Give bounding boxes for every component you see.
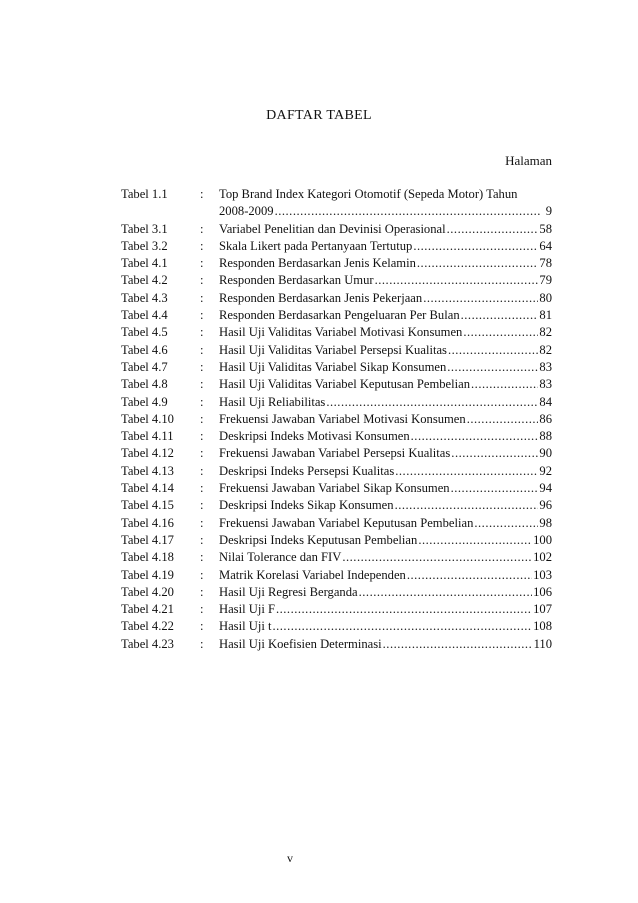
toc-entry-label: Tabel 4.9 xyxy=(121,394,168,409)
toc-entry[interactable] xyxy=(121,618,552,635)
toc-entry-label: Tabel 4.17 xyxy=(121,532,174,547)
toc-entry-title: Frekuensi Jawaban Variabel Sikap Konsumen xyxy=(219,481,450,496)
toc-entry-body xyxy=(219,480,552,497)
toc-entry-body xyxy=(219,428,552,445)
toc-entry-title-line1: Top Brand Index Kategori Otomotif (Sepeda Motor) Tahun xyxy=(219,187,518,201)
toc-entry-title: Hasil Uji Regresi Berganda xyxy=(219,584,358,599)
toc-entry-separator: : xyxy=(200,550,204,565)
toc-entry[interactable] xyxy=(121,411,552,428)
leader-dots xyxy=(451,445,538,462)
toc-entry-label: Tabel 1.1 xyxy=(121,187,168,201)
toc-entry-page: 81 xyxy=(539,308,552,323)
leader-dots xyxy=(463,324,538,341)
toc-entry-separator: : xyxy=(200,636,204,651)
toc-entry-label: Tabel 4.23 xyxy=(121,636,174,651)
toc-entry-page: 64 xyxy=(539,238,552,253)
leader-dots xyxy=(448,342,538,359)
toc-entry-separator: : xyxy=(200,515,204,530)
toc-entry-label: Tabel 4.10 xyxy=(121,411,174,426)
toc-entry-separator: : xyxy=(200,602,204,617)
leader-dots xyxy=(326,394,538,411)
toc-entry-title: Matrik Korelasi Variabel Independen xyxy=(219,567,406,582)
toc-entry-separator: : xyxy=(200,256,204,271)
toc-entry-separator: : xyxy=(200,238,204,253)
toc-entry-title: Nilai Tolerance dan FIV xyxy=(219,550,342,565)
toc-entry-label: Tabel 4.8 xyxy=(121,377,168,392)
toc-entry-title: Deskripsi Indeks Sikap Konsumen xyxy=(219,498,394,513)
toc-entry-separator: : xyxy=(200,619,204,634)
toc-entry-body xyxy=(219,515,552,532)
toc-entry[interactable] xyxy=(121,584,552,601)
toc-entry-label: Tabel 4.15 xyxy=(121,498,174,513)
toc-entry-title: 2008-2009 xyxy=(219,204,274,219)
toc-entry[interactable] xyxy=(121,428,552,445)
toc-entry-separator: : xyxy=(200,342,204,357)
toc-entry-page: 83 xyxy=(539,377,552,392)
leader-dots xyxy=(395,463,538,480)
toc-entry-title: Hasil Uji Validitas Variabel Persepsi Kualitas xyxy=(219,342,447,357)
toc-entry-title: Hasil Uji Validitas Variabel Keputusan Pembelian xyxy=(219,377,471,392)
toc-entry-separator: : xyxy=(200,463,204,478)
toc-entry-page: 83 xyxy=(539,359,552,374)
leader-dots xyxy=(272,618,532,635)
toc-entry-page: 96 xyxy=(539,498,552,513)
toc-entry-label: Tabel 4.18 xyxy=(121,550,174,565)
toc-entry[interactable] xyxy=(121,463,552,480)
toc-entry-label: Tabel 4.1 xyxy=(121,256,168,271)
toc-entry-title: Hasil Uji Reliabilitas xyxy=(219,394,326,409)
toc-entry-title: Hasil Uji F xyxy=(219,602,275,617)
toc-entry[interactable] xyxy=(121,342,552,359)
toc-entry-body xyxy=(219,601,552,618)
page-column-header: Halaman xyxy=(505,153,552,168)
toc-entry-separator: : xyxy=(200,325,204,340)
toc-entry[interactable] xyxy=(121,238,552,255)
toc-entry-page: 98 xyxy=(539,515,552,530)
toc-entry-separator: : xyxy=(200,359,204,374)
toc-entry-separator: : xyxy=(200,273,204,288)
toc-entry-label: Tabel 4.19 xyxy=(121,567,174,582)
toc-entry-page: 9 xyxy=(545,204,552,219)
toc-entry[interactable] xyxy=(121,255,552,272)
leader-dots xyxy=(474,515,538,532)
toc-entry-body xyxy=(219,376,552,393)
toc-entry-title: Deskripsi Indeks Persepsi Kualitas xyxy=(219,463,395,478)
toc-entry-separator: : xyxy=(200,290,204,305)
toc-entry-title: Hasil Uji Validitas Variabel Sikap Konsumen xyxy=(219,359,447,374)
toc-entry-body xyxy=(219,636,552,653)
toc-entry[interactable] xyxy=(121,272,552,289)
toc-entry-page: 102 xyxy=(533,550,552,565)
toc-entry-page: 108 xyxy=(533,619,552,634)
toc-entry-title: Hasil Uji t xyxy=(219,619,272,634)
toc-entry-label: Tabel 4.14 xyxy=(121,481,174,496)
toc-entry-separator: : xyxy=(200,411,204,426)
toc-entry-separator: : xyxy=(200,187,204,201)
toc-entry[interactable] xyxy=(121,515,552,532)
toc-entry-page: 110 xyxy=(533,636,552,651)
toc-entry-page: 82 xyxy=(539,342,552,357)
toc-entry-body xyxy=(219,411,552,428)
leader-dots xyxy=(413,238,538,255)
leader-dots xyxy=(275,203,541,220)
toc-entry-title: Deskripsi Indeks Motivasi Konsumen xyxy=(219,429,410,444)
leader-dots xyxy=(395,497,539,514)
toc-entry-separator: : xyxy=(200,584,204,599)
toc-entry-label: Tabel 4.2 xyxy=(121,273,168,288)
toc-entry-body xyxy=(219,567,552,584)
toc-entry-page: 86 xyxy=(539,411,552,426)
toc-entry-separator: : xyxy=(200,532,204,547)
toc-entry-label: Tabel 3.1 xyxy=(121,221,168,236)
toc-entry-body xyxy=(219,272,552,289)
toc-entry-body xyxy=(219,238,552,255)
toc-entry-label: Tabel 4.3 xyxy=(121,290,168,305)
toc-entry-body xyxy=(219,618,552,635)
toc-entry-label: Tabel 4.13 xyxy=(121,463,174,478)
page-number: v xyxy=(287,851,293,865)
toc-entry[interactable] xyxy=(121,394,552,411)
toc-entry-page: 90 xyxy=(539,446,552,461)
toc-entry-page: 82 xyxy=(539,325,552,340)
toc-entry-page: 107 xyxy=(533,602,552,617)
toc-entry-title: Responden Berdasarkan Jenis Kelamin xyxy=(219,256,416,271)
leader-dots xyxy=(418,532,532,549)
toc-entry-title: Hasil Uji Koefisien Determinasi xyxy=(219,636,382,651)
toc-entry-page: 79 xyxy=(539,273,552,288)
toc-entry[interactable] xyxy=(121,636,552,653)
toc-entry-body xyxy=(219,255,552,272)
toc-entry-title: Variabel Penelitian dan Devinisi Operasional xyxy=(219,221,446,236)
toc-entry[interactable] xyxy=(121,497,552,514)
toc-entry-separator: : xyxy=(200,498,204,513)
toc-entry-label: Tabel 4.4 xyxy=(121,308,168,323)
toc-entry-body xyxy=(219,359,552,376)
toc-entry-label: Tabel 4.11 xyxy=(121,429,174,444)
toc-entry[interactable] xyxy=(121,445,552,462)
toc-entry[interactable] xyxy=(121,324,552,341)
toc-entry-separator: : xyxy=(200,394,204,409)
toc-entry-page: 103 xyxy=(533,567,552,582)
toc-entry[interactable] xyxy=(121,532,552,549)
toc-entry-label: Tabel 4.21 xyxy=(121,602,174,617)
toc-entry[interactable] xyxy=(121,376,552,393)
toc-entry-body xyxy=(219,324,552,341)
leader-dots xyxy=(423,290,538,307)
toc-entry-page: 84 xyxy=(539,394,552,409)
toc-entry-page: 80 xyxy=(539,290,552,305)
toc-entry[interactable] xyxy=(121,359,552,376)
toc-entry-separator: : xyxy=(200,429,204,444)
toc-entry-separator: : xyxy=(200,481,204,496)
toc-entry-separator: : xyxy=(200,377,204,392)
toc-entry-body xyxy=(219,221,552,238)
toc-entry-body xyxy=(219,463,552,480)
toc-entry-page: 88 xyxy=(539,429,552,444)
toc-entry-separator: : xyxy=(200,308,204,323)
leader-dots xyxy=(359,584,532,601)
toc-entry-title: Deskripsi Indeks Keputusan Pembelian xyxy=(219,532,418,547)
toc-entry-label: Tabel 4.5 xyxy=(121,325,168,340)
toc-entry-label: Tabel 4.12 xyxy=(121,446,174,461)
leader-dots xyxy=(375,272,539,289)
leader-dots xyxy=(383,636,533,653)
toc-entry-page: 106 xyxy=(533,584,552,599)
toc-entry-page: 78 xyxy=(539,256,552,271)
toc-entry-title: Skala Likert pada Pertanyaan Tertutup xyxy=(219,238,413,253)
leader-dots xyxy=(467,411,539,428)
leader-dots xyxy=(407,567,532,584)
toc-entry[interactable] xyxy=(121,567,552,584)
toc-entry[interactable] xyxy=(121,307,552,324)
leader-dots xyxy=(447,221,539,238)
toc-entry-body xyxy=(219,497,552,514)
toc-entry-separator: : xyxy=(200,567,204,582)
toc-entry-title: Responden Berdasarkan Umur xyxy=(219,273,374,288)
toc-entry-title: Frekuensi Jawaban Variabel Keputusan Pembelian xyxy=(219,515,474,530)
toc-entry-body xyxy=(219,445,552,462)
toc-entry-title: Frekuensi Jawaban Variabel Motivasi Konsumen xyxy=(219,411,466,426)
toc-entry-separator: : xyxy=(200,221,204,236)
toc-entry-body xyxy=(219,186,552,221)
toc-entry-title: Responden Berdasarkan Pengeluaran Per Bulan xyxy=(219,308,460,323)
toc-entry-label: Tabel 4.7 xyxy=(121,359,168,374)
toc-entry[interactable] xyxy=(121,601,552,618)
table-of-tables xyxy=(121,186,552,653)
leader-dots xyxy=(471,376,538,393)
toc-entry-body xyxy=(219,549,552,566)
toc-entry-page: 92 xyxy=(539,463,552,478)
leader-dots xyxy=(411,428,539,445)
toc-entry-page: 94 xyxy=(539,481,552,496)
toc-entry[interactable] xyxy=(121,186,552,221)
toc-entry-body xyxy=(219,342,552,359)
toc-entry[interactable] xyxy=(121,221,552,238)
toc-entry-label: Tabel 4.16 xyxy=(121,515,174,530)
toc-entry-body xyxy=(219,532,552,549)
leader-dots xyxy=(276,601,532,618)
toc-entry-body xyxy=(219,584,552,601)
toc-entry-separator: : xyxy=(200,446,204,461)
leader-dots xyxy=(417,255,539,272)
toc-entry-body xyxy=(219,290,552,307)
toc-entry-label: Tabel 4.20 xyxy=(121,584,174,599)
toc-entry-label: Tabel 4.22 xyxy=(121,619,174,634)
leader-dots xyxy=(451,480,539,497)
toc-entry-page: 58 xyxy=(539,221,552,236)
toc-entry[interactable] xyxy=(121,290,552,307)
toc-entry[interactable] xyxy=(121,480,552,497)
toc-entry-label: Tabel 4.6 xyxy=(121,342,168,357)
toc-entry-body xyxy=(219,307,552,324)
toc-entry-label: Tabel 3.2 xyxy=(121,238,168,253)
leader-dots xyxy=(461,307,539,324)
toc-entry-title: Hasil Uji Validitas Variabel Motivasi Konsumen xyxy=(219,325,463,340)
toc-entry-title: Frekuensi Jawaban Variabel Persepsi Kualitas xyxy=(219,446,451,461)
leader-dots xyxy=(447,359,538,376)
leader-dots xyxy=(342,549,532,566)
page-title: DAFTAR TABEL xyxy=(266,108,372,123)
toc-entry-page: 100 xyxy=(533,532,552,547)
toc-entry-body xyxy=(219,394,552,411)
toc-entry-title: Responden Berdasarkan Jenis Pekerjaan xyxy=(219,290,423,305)
toc-entry[interactable] xyxy=(121,549,552,566)
